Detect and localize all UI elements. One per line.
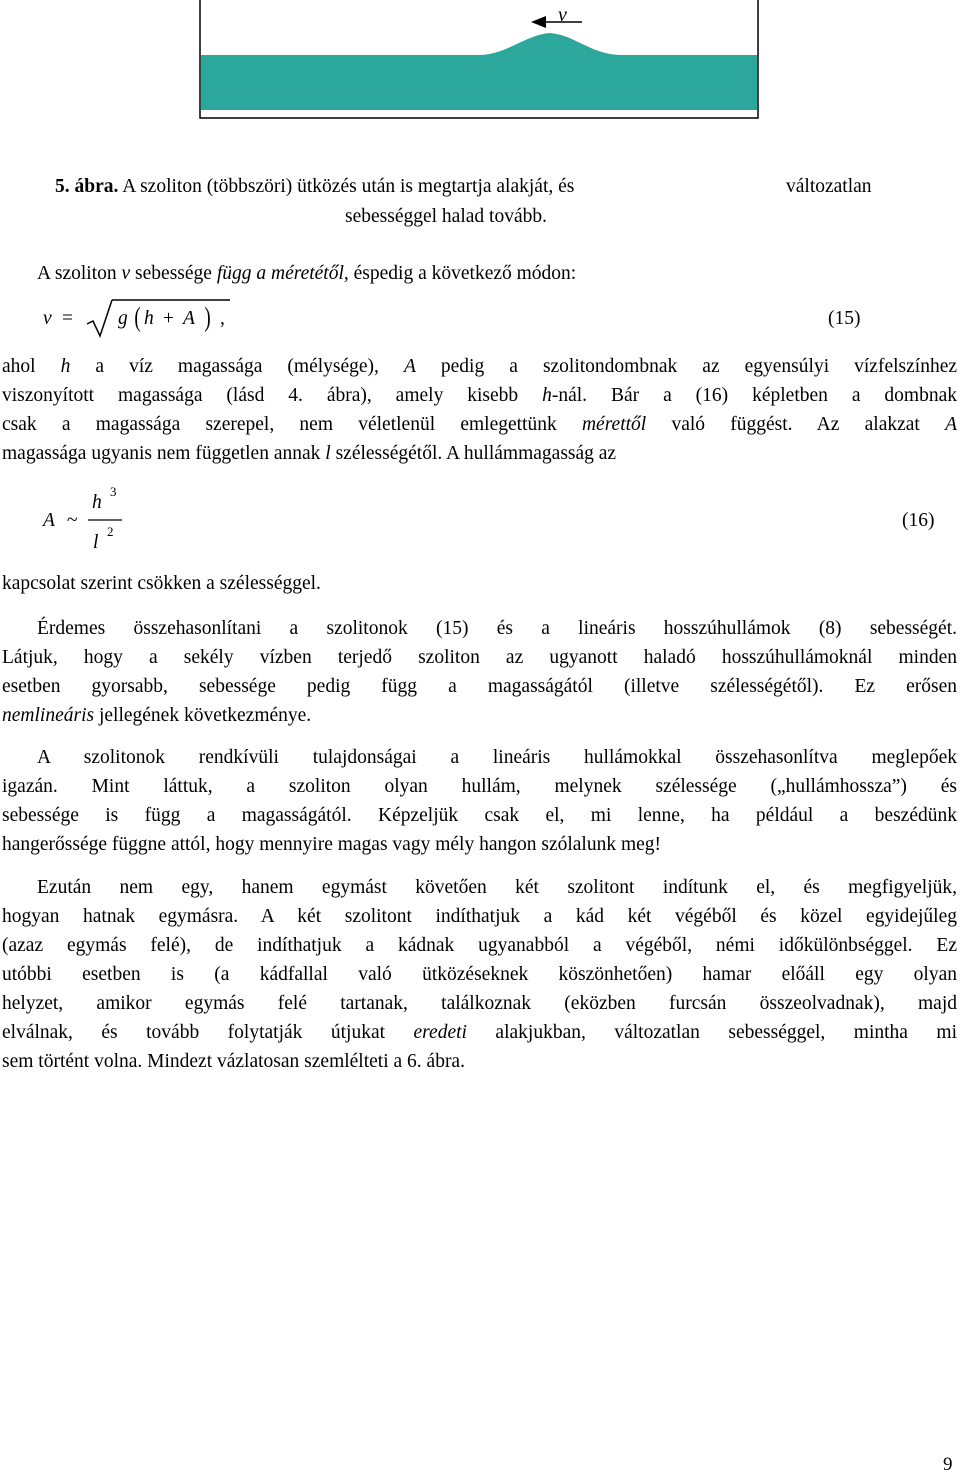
para3-text: igazán. Mint láttuk, a szoliton olyan hullám, melynek szélessége („hullámhossza”) és [2, 776, 957, 797]
eq15-number: (15) [828, 308, 861, 329]
para4-line6 [2, 1021, 957, 1045]
var-h: h [60, 356, 71, 377]
eq15-paren-open: ( [134, 302, 141, 332]
para2-line4 [2, 704, 902, 728]
para1-text: szélességétől. A hullámmagasság az [330, 443, 617, 464]
para3-text: sebessége is függ a magasságától. Képzeljük csak el, mi lenne, ha például a beszédünk [2, 805, 957, 826]
eq16-A: A [43, 510, 55, 531]
para4-text: elválnak, és tovább folytatják útjukat [2, 1022, 414, 1043]
para3-text: hangerőssége függne attól, hogy mennyire magas vagy mély hangon szólalunk meg! [2, 834, 662, 855]
para1-text: csak a magassága szerepel, nem véletlenül emlegettünk [2, 414, 582, 435]
para4-line3 [2, 934, 957, 958]
para4-line5 [2, 992, 957, 1016]
para1-text: ahol [2, 356, 61, 377]
para1-emphasis: mérettől [581, 414, 647, 435]
para1-text: -nál. Bár a (16) képletben a dombnak [551, 385, 957, 406]
para3-line4 [2, 833, 902, 857]
after-eq16-text [2, 572, 902, 596]
caption-label: 5. ábra. [55, 176, 119, 197]
para4-line2 [2, 905, 957, 929]
para1-text: pedig a szolitondombnak az egyensúlyi vízfelszínhez [415, 356, 957, 377]
figure-caption-line1 [55, 175, 905, 199]
eq15-comma: , [220, 308, 225, 329]
para1-text: a víz magassága (mélysége), [70, 356, 404, 377]
eq15-paren-close: ) [204, 302, 211, 332]
var-h: h [542, 385, 552, 406]
velocity-label: v [558, 4, 567, 26]
para2-text: Érdemes összehasonlítani a szolitonok (15) és a lineáris hosszúhullámok (8) sebességét. [37, 618, 957, 639]
caption-text-right: változatlan [786, 176, 872, 197]
page-number: 9 [943, 1454, 953, 1475]
eq15-h: h [144, 308, 154, 329]
para4-text: Ezután nem egy, hanem egymást követően két szolitont indítunk el, és megfigyeljük, [37, 877, 957, 898]
eq16-tilde: ~ [67, 510, 78, 531]
intro-text-2: sebessége [130, 263, 217, 284]
para4-text: helyzet, amikor egymás felé tartanak, találkoznak (eközben furcsán összeolvadnak), majd [2, 993, 957, 1014]
intro-emphasis: függ a méretétől [216, 263, 344, 284]
var-A: A [945, 414, 957, 435]
var-l: l [325, 443, 331, 464]
intro-sentence [37, 262, 937, 286]
para4-line1 [37, 876, 957, 900]
soliton-tank-diagram [190, 0, 770, 125]
var-A: A [403, 356, 416, 377]
para3-text: A szolitonok rendkívüli tulajdonságai a lineáris hullámokkal összehasonlítva meglepőek [37, 747, 957, 768]
intro-v: v [121, 263, 131, 284]
caption-text: A szoliton (többszöri) ütközés után is megtartja alakját, és [122, 176, 575, 197]
para1-line3 [2, 413, 957, 437]
eq15-plus: + [163, 308, 174, 329]
para1-line2 [2, 384, 957, 408]
intro-text: A szoliton [37, 263, 122, 284]
equation-15 [40, 296, 920, 346]
eq15-g: g [118, 308, 128, 329]
eq15-A: A [183, 308, 195, 329]
equation-16 [40, 482, 950, 562]
para2-line3 [2, 675, 957, 699]
body-text: kapcsolat szerint csökken a szélességgel. [2, 573, 321, 594]
para2-text: Látjuk, hogy a sekély vízben terjedő szoliton az ugyanott haladó hosszúhullámoknál minden [2, 647, 957, 668]
intro-text-3: , éspedig a következő módon: [343, 263, 577, 284]
eq16-numerator-exp: 3 [110, 484, 117, 499]
para2-emphasis: nemlineáris [2, 705, 95, 726]
water-body [201, 33, 757, 110]
eq15-equals: = [62, 308, 73, 329]
fraction-bar [88, 518, 124, 522]
eq16-denominator-l: l [93, 532, 99, 553]
sqrt-bar [112, 298, 232, 302]
para3-line1 [37, 746, 957, 770]
caption-text-2: sebességgel halad tovább. [345, 206, 547, 227]
para4-line7 [2, 1050, 902, 1074]
para3-line2 [2, 775, 957, 799]
para1-text: való függést. Az alakzat [646, 414, 946, 435]
para4-text: sem történt volna. Mindezt vázlatosan szemlélteti a 6. ábra. [2, 1051, 465, 1072]
eq16-number: (16) [902, 510, 935, 531]
soliton-figure [190, 0, 770, 125]
para3-line3 [2, 804, 957, 828]
para4-text: alakjukban, változatlan sebességgel, mintha mi [466, 1022, 957, 1043]
para4-emphasis: eredeti [413, 1022, 467, 1043]
para1-line1 [2, 355, 957, 379]
para1-text: magassága ugyanis nem független annak [2, 443, 326, 464]
eq16-denominator-exp: 2 [107, 524, 114, 539]
para2-text: jellegének következménye. [94, 705, 312, 726]
para4-text: hogyan hatnak egymásra. A két szolitont indíthatjuk a kád két végéből és közel egyidejűleg [2, 906, 957, 927]
figure-caption-line2 [345, 205, 745, 229]
para4-text: utóbbi esetben is (a kádfallal való ütközéseknek köszönhetően) hamar előáll egy olyan [2, 964, 957, 985]
para2-line1 [37, 617, 957, 641]
para2-line2 [2, 646, 957, 670]
eq16-numerator-h: h [92, 492, 102, 513]
velocity-arrow-head [531, 16, 546, 28]
sqrt-sign [85, 298, 115, 338]
para2-text: esetben gyorsabb, sebessége pedig függ a magasságától (illetve szélességétől). Ez erősen [2, 676, 957, 697]
para4-text: (azaz egymás felé), de indíthatjuk a kádnak ugyanabból a végéből, némi időkülönbséggel. Ez [2, 935, 957, 956]
para1-text: viszonyított magassága (lásd 4. ábra), amely kisebb [2, 385, 543, 406]
para1-line4 [2, 442, 902, 466]
para4-line4 [2, 963, 957, 987]
eq15-v: v [43, 308, 52, 329]
